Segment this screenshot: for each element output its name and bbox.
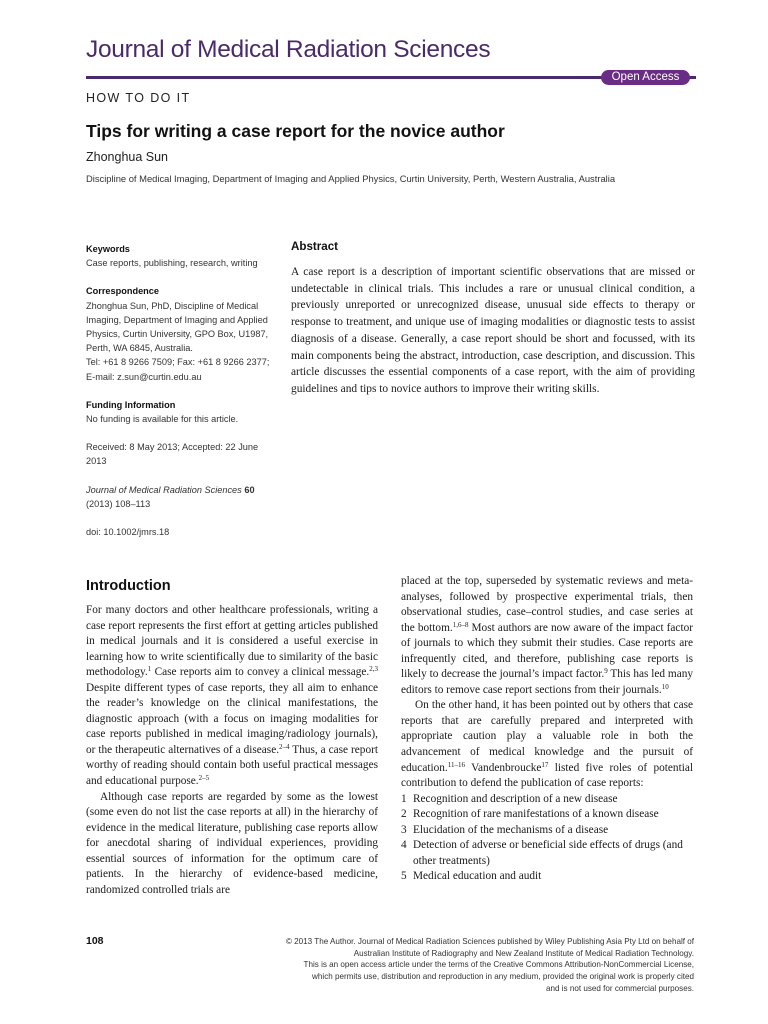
- funding-block: [86, 398, 276, 426]
- correspondence-line: Zhonghua Sun, PhD, Discipline of Medical: [86, 300, 259, 311]
- copyright-line: and is not used for commercial purposes.: [545, 983, 694, 993]
- correspondence-heading: Correspondence: [86, 286, 160, 297]
- abstract-heading: Abstract: [291, 240, 339, 253]
- paragraph: Although case reports are regarded by some as the lowest (some even do not list the case reports at all) in the hierarchy of evidence in the medical literature, publishing case reports allow for anecdotal sharing of individual experiences, providing essential sources of information for the optimum care of patients. In the hierarchy of evidence-based medicine, randomized controlled trials are: [86, 790, 378, 896]
- copyright-line: Australian Institute of Radiography and New Zealand Institute of Medical Radiation Technology.: [353, 948, 694, 958]
- list-number: 1: [401, 792, 407, 805]
- citation-ref: 11–16: [447, 760, 465, 769]
- list-text: Recognition and description of a new disease: [413, 792, 618, 805]
- introduction-heading: Introduction: [86, 578, 171, 594]
- list-number: 3: [401, 823, 407, 836]
- correspondence-email[interactable]: E-mail: z.sun@curtin.edu.au: [86, 371, 202, 382]
- citation-ref: 1: [147, 665, 152, 674]
- copyright-line: This is an open access article under the terms of the Creative Commons Attribution-NonCommercial License,: [303, 960, 694, 970]
- abstract-text: A case report is a description of important scientific observations that are missed or undetectable in clinical trials. This includes a rare or unusual clinical condition, a previously unreported or unrecognized disease, unusual side effects to therapy or response to treatment, and unique use of imaging modalities or diagnostic tests to assist diagnosis of a disease. Generally, a case report should be short and focussed, with its main components being the abstract, introduction, case description, and discussion. This article discusses the essential components of a case report, with the aim of providing guidelines and tips to novice authors to improve their writing skills.: [291, 266, 695, 395]
- citation-volume: 60: [244, 484, 255, 495]
- paragraph-text: On the other hand, it has been pointed out by others that case reports that are carefully prepared and interpreted with appropriate caution play a valuable role in both the advancement of medical knowledge and the pursuit of education.: [401, 699, 693, 774]
- citation-journal: Journal of Medical Radiation Sciences: [86, 484, 242, 495]
- list-item: [401, 792, 693, 808]
- citation-ref: 2–5: [198, 774, 210, 783]
- article-title: Tips for writing a case report for the novice author: [86, 121, 505, 141]
- list-item: [401, 807, 693, 823]
- received-dates: [86, 440, 276, 468]
- correspondence-line: Tel: +61 8 9266 7509; Fax: +61 8 9266 2377;: [86, 357, 270, 368]
- copyright-line: which permits use, distribution and reproduction in any medium, provided the original work is properly cited: [312, 972, 694, 982]
- citation-ref: 10: [661, 682, 669, 691]
- author-name: Zhonghua Sun: [86, 150, 169, 164]
- paragraph-text: Thus, a case report worthy of reading should contain both useful practical messages and educational purpose.: [86, 743, 378, 788]
- paragraph: [401, 698, 693, 791]
- article-metadata-sidebar: [86, 242, 276, 539]
- list-number: 4: [401, 839, 407, 852]
- funding-text: No funding is available for this article.: [86, 414, 239, 425]
- list-text: Recognition of rare manifestations of a known disease: [413, 808, 659, 821]
- correspondence-block: [86, 284, 276, 383]
- paragraph-text: Most authors are now aware of the impact factor of journals to which they submit their studies. Case reports are infrequently cited, and therefore, publishing case reports is likely to decrease the journal’s impact factor.: [401, 621, 693, 681]
- citation: [86, 483, 276, 511]
- paragraph-text: listed five roles of potential contribution to defend the publication of case reports:: [401, 761, 694, 790]
- list-text: Medical education and audit: [413, 870, 542, 883]
- keywords-heading: Keywords: [86, 244, 130, 254]
- author-affiliation: Discipline of Medical Imaging, Department of Imaging and Applied Physics, Curtin University, Perth, Western Australia, Australia: [86, 173, 616, 184]
- citation-ref: 2–4: [279, 742, 290, 751]
- paragraph: [401, 574, 693, 698]
- body-column-left: [86, 603, 378, 898]
- correspondence-line: Physics, Curtin University, GPO Box, U1987,: [86, 329, 269, 340]
- paragraph-text: Vandenbroucke: [465, 761, 542, 774]
- paragraph-text: For many doctors and other healthcare professionals, writing a case report represents the first effort at getting articles published in medical journals and it is considered a useful exercise in learning how to write scientifically due to similarity of the basic methodology.: [86, 604, 378, 679]
- paragraph-text: This has led many editors to remove case report sections from their journals.: [401, 668, 694, 696]
- roles-list: [401, 792, 693, 885]
- citation-ref: 2,3: [369, 665, 378, 674]
- citation-ref: 1,6–8: [452, 620, 469, 629]
- list-item: [401, 869, 693, 885]
- list-number: 2: [401, 808, 407, 821]
- copyright-notice: [194, 936, 694, 995]
- list-number: 5: [401, 870, 407, 883]
- keywords-list: Case reports, publishing, research, writing: [86, 258, 258, 269]
- doi[interactable]: doi: 10.1002/jmrs.18: [86, 527, 170, 538]
- copyright-line: © 2013 The Author. Journal of Medical Radiation Sciences published by Wiley Publishing Asia Pty Ltd on behalf of: [285, 937, 694, 946]
- list-item: [401, 823, 693, 839]
- open-access-badge: Open Access: [601, 70, 690, 85]
- funding-heading: Funding Information: [86, 399, 176, 410]
- journal-title: Journal of Medical Radiation Sciences: [86, 36, 491, 63]
- correspondence-line: Perth, WA 6845, Australia.: [86, 343, 193, 354]
- list-text: Elucidation of the mechanisms of a disease: [413, 823, 609, 836]
- correspondence-line: Imaging, Department of Imaging and Applied: [86, 314, 268, 325]
- list-text: Detection of adverse or beneficial side effects of drugs (and other treatments): [413, 839, 683, 867]
- citation-pages: (2013) 108–113: [86, 498, 151, 509]
- citation-ref: 17: [541, 760, 549, 769]
- paragraph-text: placed at the top, superseded by systematic reviews and meta-analyses, followed by prospective experimental trials, then observational studies, case–control studies, and case series at the bottom.: [401, 575, 693, 634]
- received-line: Received: 8 May 2013; Accepted: 22 June: [86, 442, 259, 453]
- page-number: 108: [86, 935, 104, 947]
- paragraph-text: Despite different types of case reports, they all aim to enhance the reader’s knowledge on the clinical manifestations, the diagnostic approach (with a focus on imaging modalities for case reports published in medical imaging/radiology journals), or the therapeutic alternatives of a disease.: [86, 681, 378, 756]
- body-column-right: [401, 574, 693, 885]
- citation-ref: 9: [604, 667, 608, 676]
- section-label: HOW TO DO IT: [86, 91, 191, 105]
- keywords-block: [86, 242, 276, 270]
- paragraph-text: Case reports aim to convey a clinical message.: [151, 666, 370, 679]
- received-line: 2013: [86, 456, 107, 467]
- list-item: [401, 838, 693, 869]
- paragraph: [86, 603, 378, 790]
